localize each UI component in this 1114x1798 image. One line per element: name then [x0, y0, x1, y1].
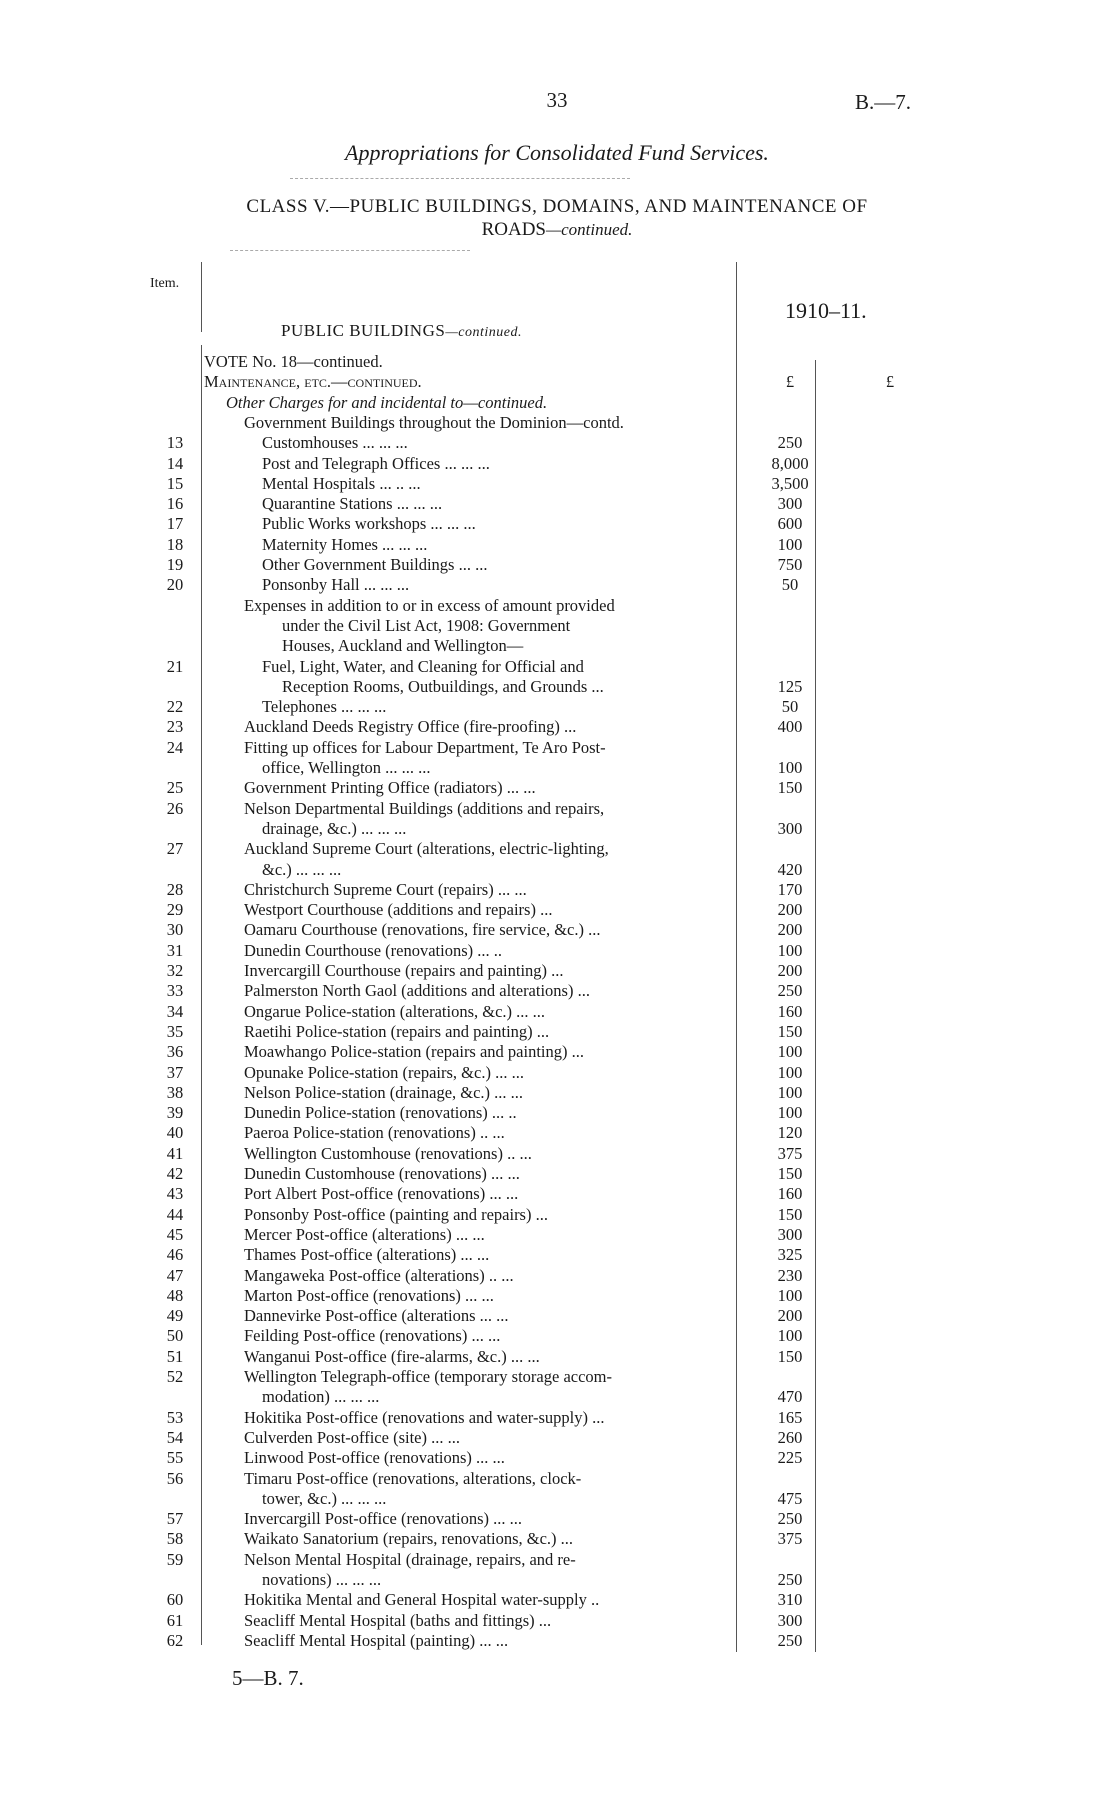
item-description: VOTE No. 18—continued.: [204, 352, 383, 371]
item-description: Other Charges for and incidental to—continued.: [226, 392, 548, 412]
item-number: 21: [166, 656, 184, 676]
class-title-roads: ROADS: [481, 219, 546, 240]
item-amount: 375: [777, 1143, 803, 1163]
item-description: Mangaweka Post-office (alterations) .. ...: [244, 1265, 514, 1285]
item-description: Hokitika Mental and General Hospital water-supply ..: [244, 1590, 600, 1610]
item-description: Ponsonby Post-office (painting and repairs) ...: [244, 1204, 548, 1224]
item-amount: 475: [777, 1488, 803, 1508]
item-number: 47: [166, 1265, 184, 1285]
item-description: novations) ... ... ...: [262, 1570, 382, 1589]
item-amount: 250: [777, 1570, 803, 1589]
item-number: 23: [166, 717, 184, 737]
item-number: 51: [166, 1346, 184, 1366]
table-row: [0, 657, 1114, 677]
item-description: Maternity Homes ... ... ...: [262, 534, 428, 554]
table-row: [0, 1509, 1114, 1529]
item-description: Fuel, Light, Water, and Cleaning for Official and: [262, 656, 584, 676]
item-description: Port Albert Post-office (renovations) ... ...: [244, 1184, 519, 1204]
table-row: [0, 1306, 1114, 1326]
item-amount: 165: [777, 1407, 803, 1427]
class-title-line2: [0, 219, 1114, 241]
item-amount: 470: [777, 1387, 803, 1407]
item-number: 34: [166, 1001, 184, 1021]
item-number: 16: [166, 494, 184, 514]
table-row: [0, 697, 1114, 717]
table-row: [0, 1042, 1114, 1062]
table-row: [0, 474, 1114, 494]
item-amount: 750: [777, 555, 803, 574]
item-number: 60: [166, 1590, 184, 1610]
item-description: Ponsonby Hall ... ... ...: [262, 575, 410, 595]
table-row: [0, 1245, 1114, 1265]
item-description: Houses, Auckland and Wellington—: [282, 636, 524, 656]
item-description: Maintenance, etc.—continued.: [204, 372, 422, 392]
item-description: under the Civil List Act, 1908: Government: [282, 615, 571, 635]
item-number: 31: [166, 940, 184, 960]
item-description: Moawhango Police-station (repairs and painting) ...: [244, 1042, 584, 1062]
item-description: Nelson Mental Hospital (drainage, repairs, and re-: [244, 1549, 576, 1569]
item-amount: 150: [777, 1164, 803, 1183]
table-row: [0, 1611, 1114, 1631]
item-description: Timaru Post-office (renovations, alterations, clock-: [244, 1468, 582, 1488]
item-number: 44: [166, 1204, 184, 1224]
section-title: [281, 321, 522, 341]
item-description: Opunake Police-station (repairs, &c.) ... ...: [244, 1062, 524, 1082]
table-row: [0, 799, 1114, 819]
item-description: &c.) ... ... ...: [262, 859, 342, 879]
item-number: 50: [166, 1326, 184, 1346]
class-rule: [230, 250, 470, 251]
table-row: [0, 880, 1114, 900]
total-column-cell: £: [885, 372, 895, 392]
item-description: Auckland Supreme Court (alterations, electric-lighting,: [244, 839, 609, 859]
table-row: [0, 535, 1114, 555]
page-footer: 5—B. 7.: [232, 1666, 304, 1690]
item-description: Government Buildings throughout the Dominion—contd.: [244, 412, 624, 432]
item-description: Quarantine Stations ... ... ...: [262, 494, 443, 514]
item-description: Marton Post-office (renovations) ... ...: [244, 1285, 494, 1305]
table-row: [0, 596, 1114, 616]
table-row: [0, 1469, 1114, 1489]
item-number: 15: [166, 473, 184, 493]
item-amount: 3,500: [771, 473, 809, 493]
item-description: Ongarue Police-station (alterations, &c.) ... ...: [244, 1001, 546, 1021]
item-amount: 100: [777, 1082, 803, 1102]
page-number: 33: [546, 88, 568, 112]
item-column-rule-top: [201, 262, 202, 332]
item-amount: 50: [781, 697, 799, 717]
item-amount: 375: [777, 1529, 803, 1549]
item-number: 32: [166, 961, 184, 980]
item-amount: 300: [777, 1610, 803, 1630]
item-number: 43: [166, 1184, 184, 1204]
table-row: [0, 920, 1114, 940]
item-description: tower, &c.) ... ... ...: [262, 1488, 387, 1508]
item-amount: 100: [777, 1062, 803, 1082]
item-description: Dunedin Police-station (renovations) ... ..: [244, 1103, 517, 1123]
item-description: Telephones ... ... ...: [262, 697, 387, 717]
item-amount: 310: [777, 1590, 803, 1610]
item-number: 30: [166, 920, 184, 940]
item-amount: 200: [777, 900, 803, 920]
item-description: Westport Courthouse (additions and repairs) ...: [244, 900, 553, 920]
item-number: 41: [166, 1143, 184, 1163]
item-number: 49: [166, 1306, 184, 1326]
document-reference: B.—7.: [855, 90, 912, 114]
item-amount: 300: [777, 818, 803, 838]
item-description: Culverden Post-office (site) ... ...: [244, 1427, 460, 1447]
table-row: [0, 1002, 1114, 1022]
item-description: Customhouses ... ... ...: [262, 433, 408, 453]
class-title-line1: CLASS V.—PUBLIC BUILDINGS, DOMAINS, AND MAINTENANCE OF: [246, 196, 868, 217]
table-row: [0, 1408, 1114, 1428]
item-number: 33: [166, 981, 184, 1001]
item-description: Wellington Telegraph-office (temporary storage accom-: [244, 1367, 613, 1386]
table-row: [0, 961, 1114, 981]
item-amount: 100: [777, 1285, 803, 1305]
item-number: 22: [166, 697, 184, 717]
table-row: [0, 1164, 1114, 1184]
item-amount: 150: [777, 1021, 803, 1041]
item-number: 55: [166, 1448, 184, 1468]
item-description: Christchurch Supreme Court (repairs) ... ...: [244, 879, 527, 899]
item-description: Seacliff Mental Hospital (baths and fittings) ...: [244, 1610, 552, 1630]
item-number: 20: [166, 575, 184, 595]
item-description: Paeroa Police-station (renovations) .. ...: [244, 1123, 505, 1143]
item-amount: 100: [777, 1326, 803, 1346]
item-description: Mental Hospitals ... .. ...: [262, 473, 421, 493]
item-number: 24: [166, 737, 184, 757]
item-description: Invercargill Post-office (renovations) ... ...: [244, 1509, 522, 1529]
item-amount: 160: [777, 1001, 803, 1021]
table-row: [0, 738, 1114, 758]
item-number: 38: [166, 1082, 184, 1102]
table-row: [0, 352, 1114, 372]
table-row: [0, 616, 1114, 636]
table-row: [0, 839, 1114, 859]
item-description: Nelson Departmental Buildings (additions and repairs,: [244, 798, 605, 818]
item-column-header: Item.: [150, 276, 180, 291]
table-row: [0, 1489, 1114, 1509]
item-description: Linwood Post-office (renovations) ... ...: [244, 1448, 505, 1468]
table-row: [0, 575, 1114, 595]
table-row: [0, 1631, 1114, 1651]
item-amount: 100: [777, 758, 803, 777]
table-row: [0, 1387, 1114, 1407]
item-description: Invercargill Courthouse (repairs and painting) ...: [244, 961, 564, 980]
table-row: [0, 860, 1114, 880]
table-row: [0, 1550, 1114, 1570]
item-number: 28: [166, 879, 184, 899]
item-description: Feilding Post-office (renovations) ... ...: [244, 1326, 501, 1346]
table-row: [0, 636, 1114, 656]
table-row: [0, 1286, 1114, 1306]
item-number: 57: [166, 1509, 184, 1529]
item-amount: 230: [777, 1265, 803, 1285]
item-description: Reception Rooms, Outbuildings, and Grounds ...: [282, 676, 604, 696]
item-amount: 125: [777, 676, 803, 696]
item-amount: 50: [781, 575, 799, 595]
table-row: [0, 677, 1114, 697]
table-row: [0, 1205, 1114, 1225]
item-number: 40: [166, 1123, 184, 1143]
table-row: [0, 1266, 1114, 1286]
item-amount: 600: [777, 514, 803, 534]
table-row: [0, 494, 1114, 514]
item-amount: 400: [777, 717, 803, 737]
table-row: [0, 1123, 1114, 1143]
item-description: Fitting up offices for Labour Department, Te Aro Post-: [244, 737, 606, 757]
item-number: 59: [166, 1549, 184, 1569]
item-number: 48: [166, 1285, 184, 1305]
item-number: 58: [166, 1529, 184, 1549]
item-number: 53: [166, 1407, 184, 1427]
table-row: [0, 1529, 1114, 1549]
item-amount: 100: [777, 1103, 803, 1123]
item-description: Seacliff Mental Hospital (painting) ... ...: [244, 1630, 509, 1650]
item-amount: 170: [777, 879, 803, 899]
item-amount: 300: [777, 494, 803, 514]
table-row: [0, 1590, 1114, 1610]
item-amount: £: [785, 372, 795, 392]
table-row: [0, 413, 1114, 433]
item-number: 42: [166, 1164, 184, 1183]
item-description: drainage, &c.) ... ... ...: [262, 818, 407, 838]
table-row: [0, 1326, 1114, 1346]
item-description: Wellington Customhouse (renovations) .. ...: [244, 1143, 532, 1163]
item-description: modation) ... ... ...: [262, 1387, 380, 1407]
item-description: Waikato Sanatorium (repairs, renovations, &c.) ...: [244, 1529, 574, 1549]
item-number: 25: [166, 778, 184, 798]
table-row: [0, 1347, 1114, 1367]
item-number: 29: [166, 900, 184, 920]
item-description: Hokitika Post-office (renovations and water-supply) ...: [244, 1407, 605, 1427]
item-number: 37: [166, 1062, 184, 1082]
item-amount: 325: [777, 1245, 803, 1265]
class-title-continued: —continued.: [546, 220, 633, 239]
item-number: 54: [166, 1427, 184, 1447]
item-description: Auckland Deeds Registry Office (fire-proofing) ...: [244, 717, 577, 737]
item-amount: 200: [777, 961, 803, 980]
item-number: 62: [166, 1630, 184, 1650]
section-title-continued: —continued.: [445, 325, 522, 340]
item-number: 46: [166, 1245, 184, 1265]
item-amount: 150: [777, 1204, 803, 1224]
table-row: [0, 717, 1114, 737]
table-row: [0, 514, 1114, 534]
table-row: [0, 1367, 1114, 1387]
item-description: Raetihi Police-station (repairs and painting) ...: [244, 1021, 550, 1041]
item-number: 13: [166, 433, 184, 453]
table-row: [0, 1063, 1114, 1083]
table-row: [0, 1184, 1114, 1204]
item-description: Other Government Buildings ... ...: [262, 555, 488, 574]
table-row: [0, 433, 1114, 453]
table-row: [0, 393, 1114, 413]
item-description: Thames Post-office (alterations) ... ...: [244, 1245, 490, 1265]
item-number: 35: [166, 1021, 184, 1041]
item-amount: 260: [777, 1427, 803, 1447]
item-amount: 250: [777, 1630, 803, 1650]
table-row: [0, 372, 1114, 392]
item-amount: 160: [777, 1184, 803, 1204]
table-row: [0, 941, 1114, 961]
table-row: [0, 900, 1114, 920]
table-row: [0, 1103, 1114, 1123]
table-row: [0, 778, 1114, 798]
item-amount: 250: [777, 433, 803, 453]
item-number: 45: [166, 1224, 184, 1244]
item-amount: 100: [777, 940, 803, 960]
item-amount: 100: [777, 1042, 803, 1062]
item-amount: 8,000: [771, 453, 809, 473]
item-number: 52: [166, 1367, 184, 1386]
item-description: Dunedin Courthouse (renovations) ... ..: [244, 940, 502, 960]
item-amount: 250: [777, 981, 803, 1001]
item-amount: 200: [777, 920, 803, 940]
heading-rule: [290, 178, 630, 179]
item-number: 27: [166, 839, 184, 859]
year-column-header: 1910–11.: [785, 298, 867, 323]
table-row: [0, 1144, 1114, 1164]
item-description: office, Wellington ... ... ...: [262, 758, 431, 777]
item-description: Dannevirke Post-office (alterations ... ...: [244, 1306, 509, 1326]
item-description: Wanganui Post-office (fire-alarms, &c.) ... ...: [244, 1346, 540, 1366]
item-description: Oamaru Courthouse (renovations, fire service, &c.) ...: [244, 920, 601, 940]
item-number: 39: [166, 1103, 184, 1123]
table-row: [0, 555, 1114, 575]
item-number: 19: [166, 555, 184, 574]
item-number: 61: [166, 1610, 184, 1630]
item-amount: 150: [777, 778, 803, 798]
item-description: Expenses in addition to or in excess of amount provided: [244, 595, 615, 615]
item-number: 17: [166, 514, 184, 534]
page-heading: Appropriations for Consolidated Fund Services.: [345, 140, 769, 165]
item-amount: 100: [777, 534, 803, 554]
item-amount: 300: [777, 1224, 803, 1244]
item-number: 18: [166, 534, 184, 554]
table-row: [0, 1083, 1114, 1103]
item-number: 14: [166, 453, 184, 473]
item-description: Palmerston North Gaol (additions and alterations) ...: [244, 981, 590, 1001]
item-number: 36: [166, 1042, 184, 1062]
table-row: [0, 1428, 1114, 1448]
item-number: 26: [166, 798, 184, 818]
item-amount: 250: [777, 1509, 803, 1529]
section-title-text: PUBLIC BUILDINGS: [281, 321, 446, 340]
item-amount: 120: [777, 1123, 803, 1143]
table-row: [0, 1022, 1114, 1042]
table-row: [0, 1448, 1114, 1468]
table-row: [0, 1225, 1114, 1245]
item-amount: 150: [777, 1346, 803, 1366]
item-amount: 225: [777, 1448, 803, 1468]
table-row: [0, 758, 1114, 778]
item-amount: 200: [777, 1306, 803, 1326]
table-row: [0, 981, 1114, 1001]
table-row: [0, 819, 1114, 839]
item-description: Government Printing Office (radiators) ... ...: [244, 778, 536, 798]
item-description: Nelson Police-station (drainage, &c.) ... ...: [244, 1082, 524, 1102]
item-description: Post and Telegraph Offices ... ... ...: [262, 453, 490, 473]
item-description: Public Works workshops ... ... ...: [262, 514, 476, 534]
item-number: 56: [166, 1468, 184, 1488]
item-description: Mercer Post-office (alterations) ... ...: [244, 1224, 485, 1244]
item-description: Dunedin Customhouse (renovations) ... ...: [244, 1164, 520, 1183]
table-row: [0, 1570, 1114, 1590]
item-amount: 420: [777, 859, 803, 879]
table-row: [0, 454, 1114, 474]
